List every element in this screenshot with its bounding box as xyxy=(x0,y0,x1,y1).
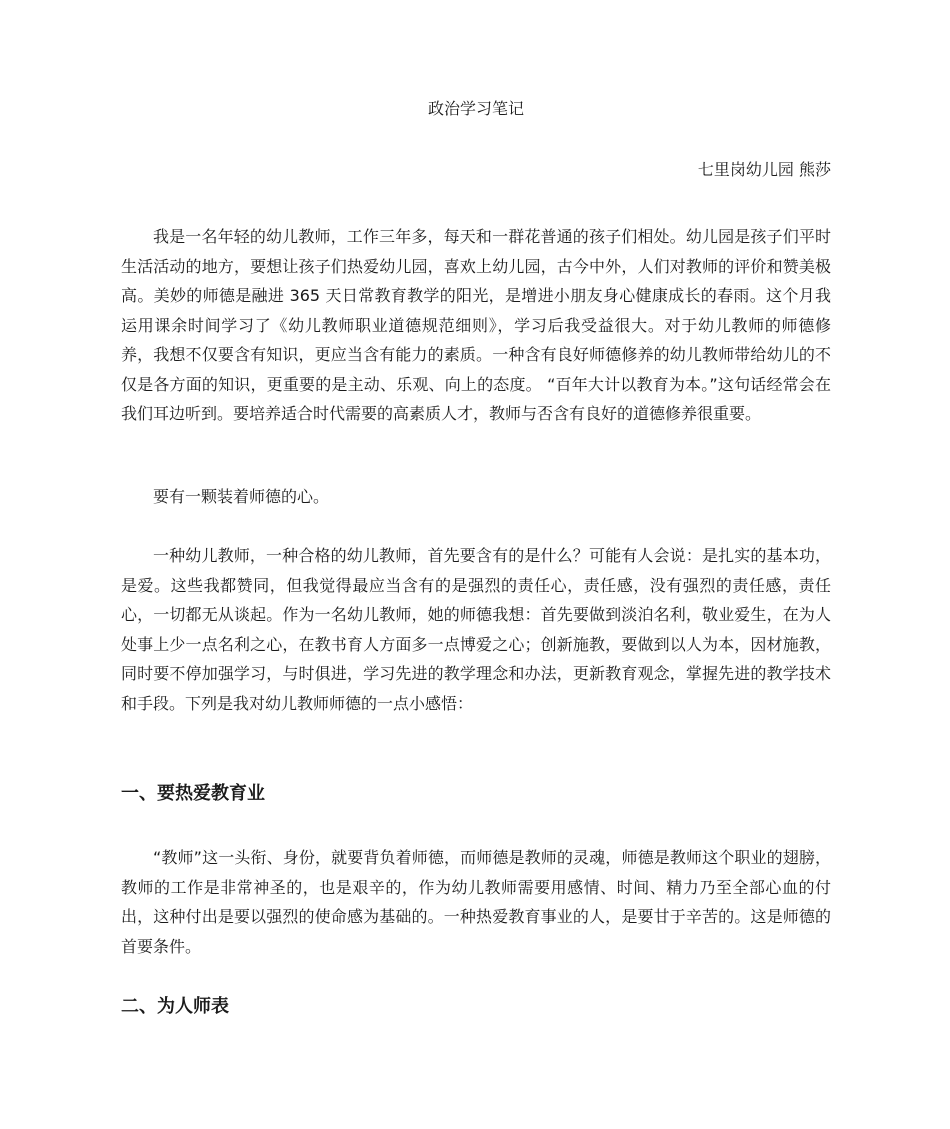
section-1-paragraph: “教师”这一头衔、身份，就要背负着师德，而师德是教师的灵魂，师德是教师这个职业的翅膀，教师的工作是非常神圣的，也是艰辛的，作为幼儿教师需要用感情、时间、精力乃至全部心血的付出，这种付出是要以强烈的使命感为基础的。一种热爱教育事业的人，是要甘于辛苦的。这是师德的首要条件。 xyxy=(121,848,831,956)
topic-sentence: 要有一颗装着师德的心。 xyxy=(153,487,330,506)
body-paragraph: 一种幼儿教师，一种合格的幼儿教师，首先要含有的是什么？可能有人会说：是扎实的基本功，是爱。这些我都赞同，但我觉得最应当含有的是强烈的责任心，责任感，没有强烈的责任感，责任心，一切都无从谈起。作为一名幼儿教师，她的师德我想：首先要做到淡泊名利，敬业爱生，在为人处事上少一点名利之心，在教书育人方面多一点博爱之心；创新施教，要做到以人为本，因材施教，同时要不停加强学习，与时俱进，学习先进的教学理念和办法，更新教育观念，掌握先进的教学技术和手段。下列是我对幼儿教师师德的一点小感悟： xyxy=(121,546,831,713)
author-line: 七里岗幼儿园 熊莎 xyxy=(697,160,831,179)
section-heading-1: 一、要热爱教育业 xyxy=(121,783,265,804)
section-heading-2: 二、为人师表 xyxy=(121,996,229,1017)
document-title: 政治学习笔记 xyxy=(427,99,524,118)
intro-paragraph: 我是一名年轻的幼儿教师，工作三年多，每天和一群花普通的孩子们相处。幼儿园是孩子们平时生活活动的地方，要想让孩子们热爱幼儿园，喜欢上幼儿园，古今中外，人们对教师的评价和赞美极高。美妙的师德是融进 365 天日常教育教学的阳光，是增进小朋友身心健康成长的春雨。这个月我运用课余时间学习了《幼儿教师职业道德规范细则》，学习后我受益很大。对于幼儿教师的师德修养，我想不仅要含有知识，更应当含有能力的素质。一种含有良好师德修养的幼儿教师带给幼儿的不仅是各方面的知识，更重要的是主动、乐观、向上的态度。 “百年大计以教育为本。”这句话经常会在我们耳边听到。要培养适合时代需要的高素质人才，教师与否含有良好的道德修养很重要。 xyxy=(121,227,831,423)
